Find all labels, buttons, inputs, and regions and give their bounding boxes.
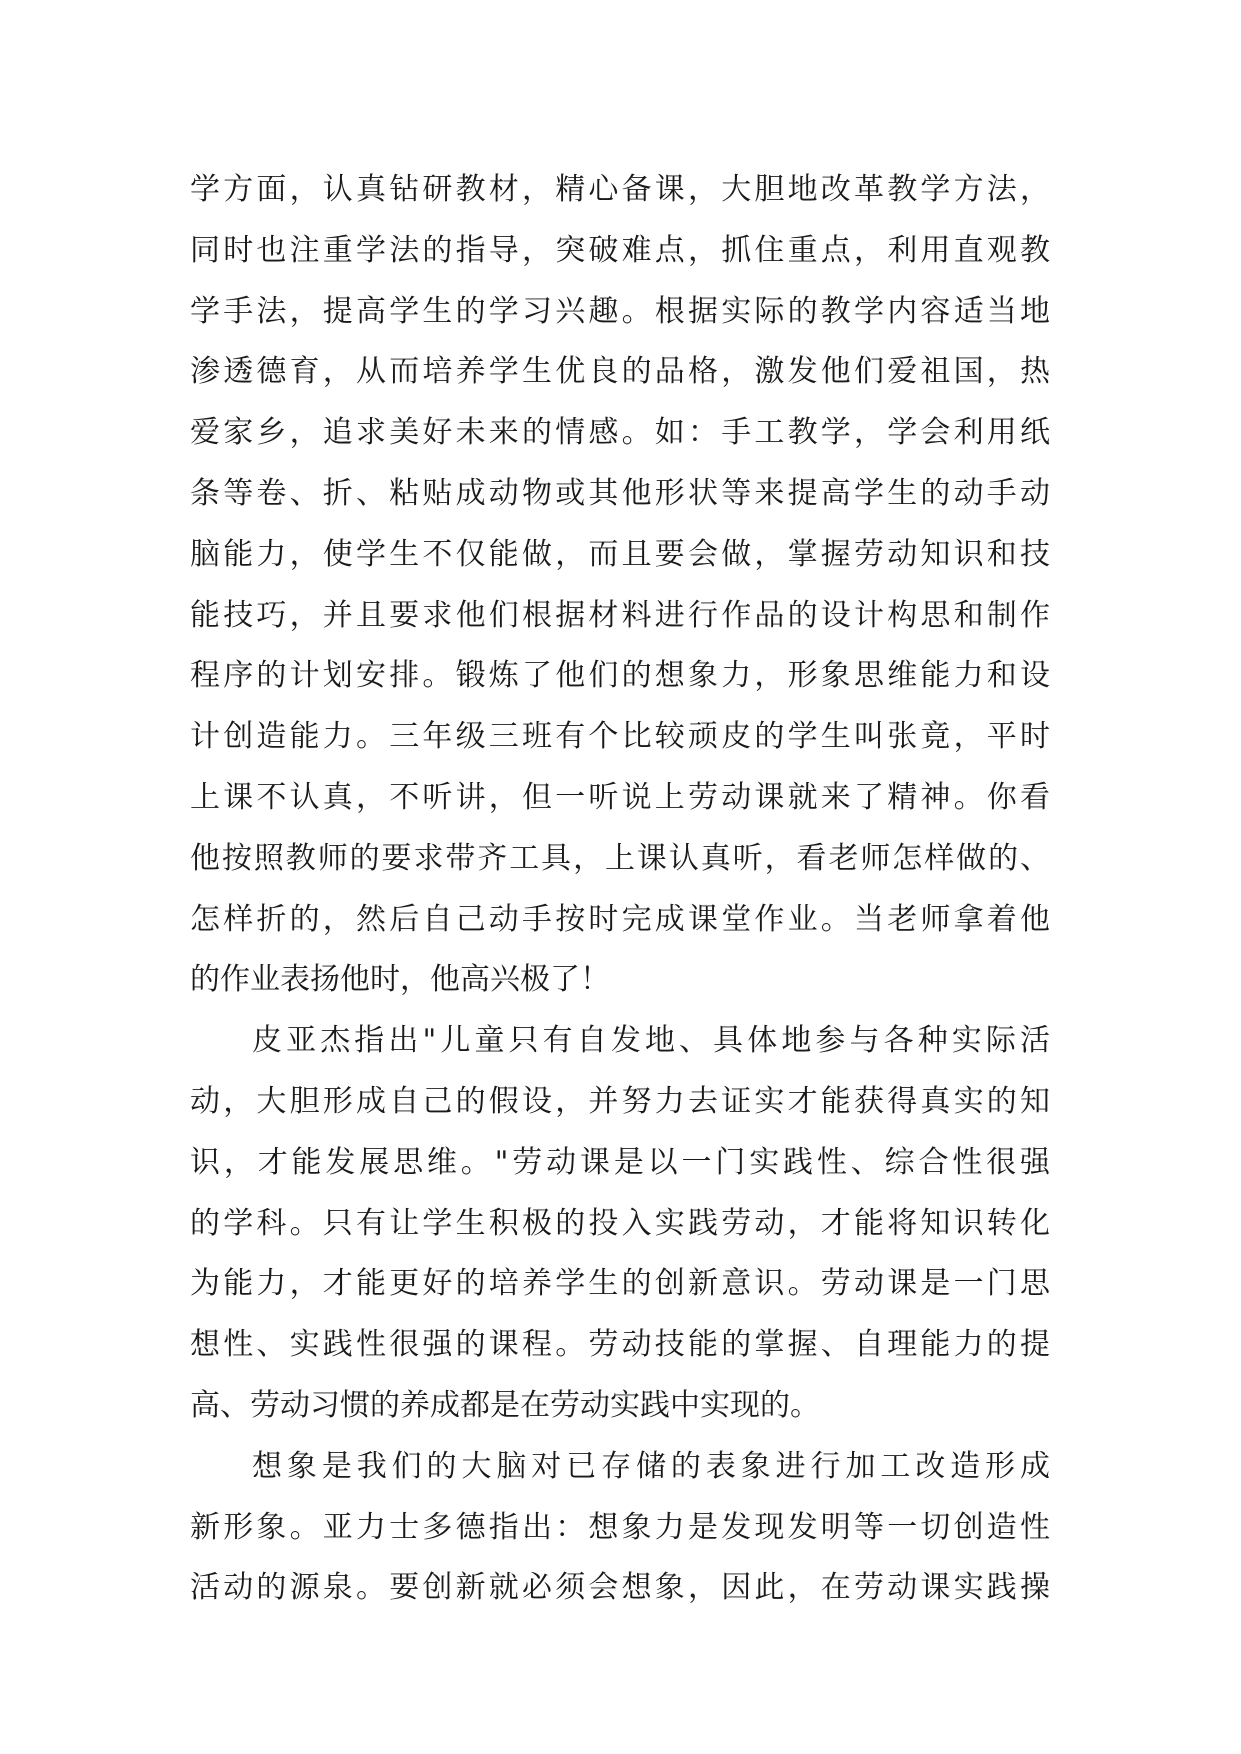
paragraph-2-line-7: 高、劳动习惯的养成都是在劳动实践中实现的。 [190,1387,820,1423]
paragraph-2-line-6: 想性、实践性很强的课程。劳动技能的掌握、自理能力的提 [190,1327,1050,1363]
paragraph-1-line-14: 的作业表扬他时，他高兴极了！ [190,962,610,998]
paragraph-1-line-12: 他按照教师的要求带齐工具，上课认真听，看老师怎样做的、 [190,840,1050,876]
paragraph-1-line-13: 怎样折的，然后自己动手按时完成课堂作业。当老师拿着他 [190,901,1050,937]
paragraph-1-line-10: 计创造能力。三年级三班有个比较顽皮的学生叫张竟，平时 [190,719,1050,755]
paragraph-1-line-4: 渗透德育，从而培养学生优良的品格，激发他们爱祖国，热 [190,354,1050,390]
paragraph-1-line-1: 学方面，认真钻研教材，精心备课，大胆地改革教学方法， [190,172,1050,207]
paragraph-2-line-3: 识，才能发展思维。"劳动课是以一门实践性、综合性很强 [190,1144,1050,1180]
body-text [190,160,1050,1619]
paragraph-1-line-3: 学手法，提高学生的学习兴趣。根据实际的教学内容适当地 [190,293,1050,329]
paragraph-3-line-3: 活动的源泉。要创新就必须会想象，因此，在劳动课实践操 [190,1570,1050,1606]
paragraph-2-line-2: 动，大胆形成自己的假设，并努力去证实才能获得真实的知 [190,1083,1050,1119]
paragraph-3-line-2: 新形象。亚力士多德指出：想象力是发现发明等一切创造性 [190,1509,1050,1545]
paragraph-1-line-7: 脑能力，使学生不仅能做，而且要会做，掌握劳动知识和技 [190,536,1050,572]
paragraph-1-line-5: 爱家乡，追求美好未来的情感。如：手工教学，学会利用纸 [190,415,1050,451]
paragraph-1-line-2: 同时也注重学法的指导，突破难点，抓住重点，利用直观教 [190,232,1050,268]
paragraph-2-line-5: 为能力，才能更好的培养学生的创新意识。劳动课是一门思 [190,1266,1050,1302]
paragraph-1-line-11: 上课不认真，不听讲，但一听说上劳动课就来了精神。你看 [190,779,1050,815]
paragraph-3-line-1: 想象是我们的大脑对已存储的表象进行加工改造形成 [252,1448,1050,1484]
paragraph-2-line-4: 的学科。只有让学生积极的投入实践劳动，才能将知识转化 [190,1205,1050,1241]
paragraph-1-line-6: 条等卷、折、粘贴成动物或其他形状等来提高学生的动手动 [190,475,1050,511]
paragraph-1-line-8: 能技巧，并且要求他们根据材料进行作品的设计构思和制作 [190,597,1050,633]
paragraph-2-line-1: 皮亚杰指出"儿童只有自发地、具体地参与各种实际活 [252,1023,1050,1059]
paragraph-1-line-9: 程序的计划安排。锻炼了他们的想象力，形象思维能力和设 [190,658,1050,694]
